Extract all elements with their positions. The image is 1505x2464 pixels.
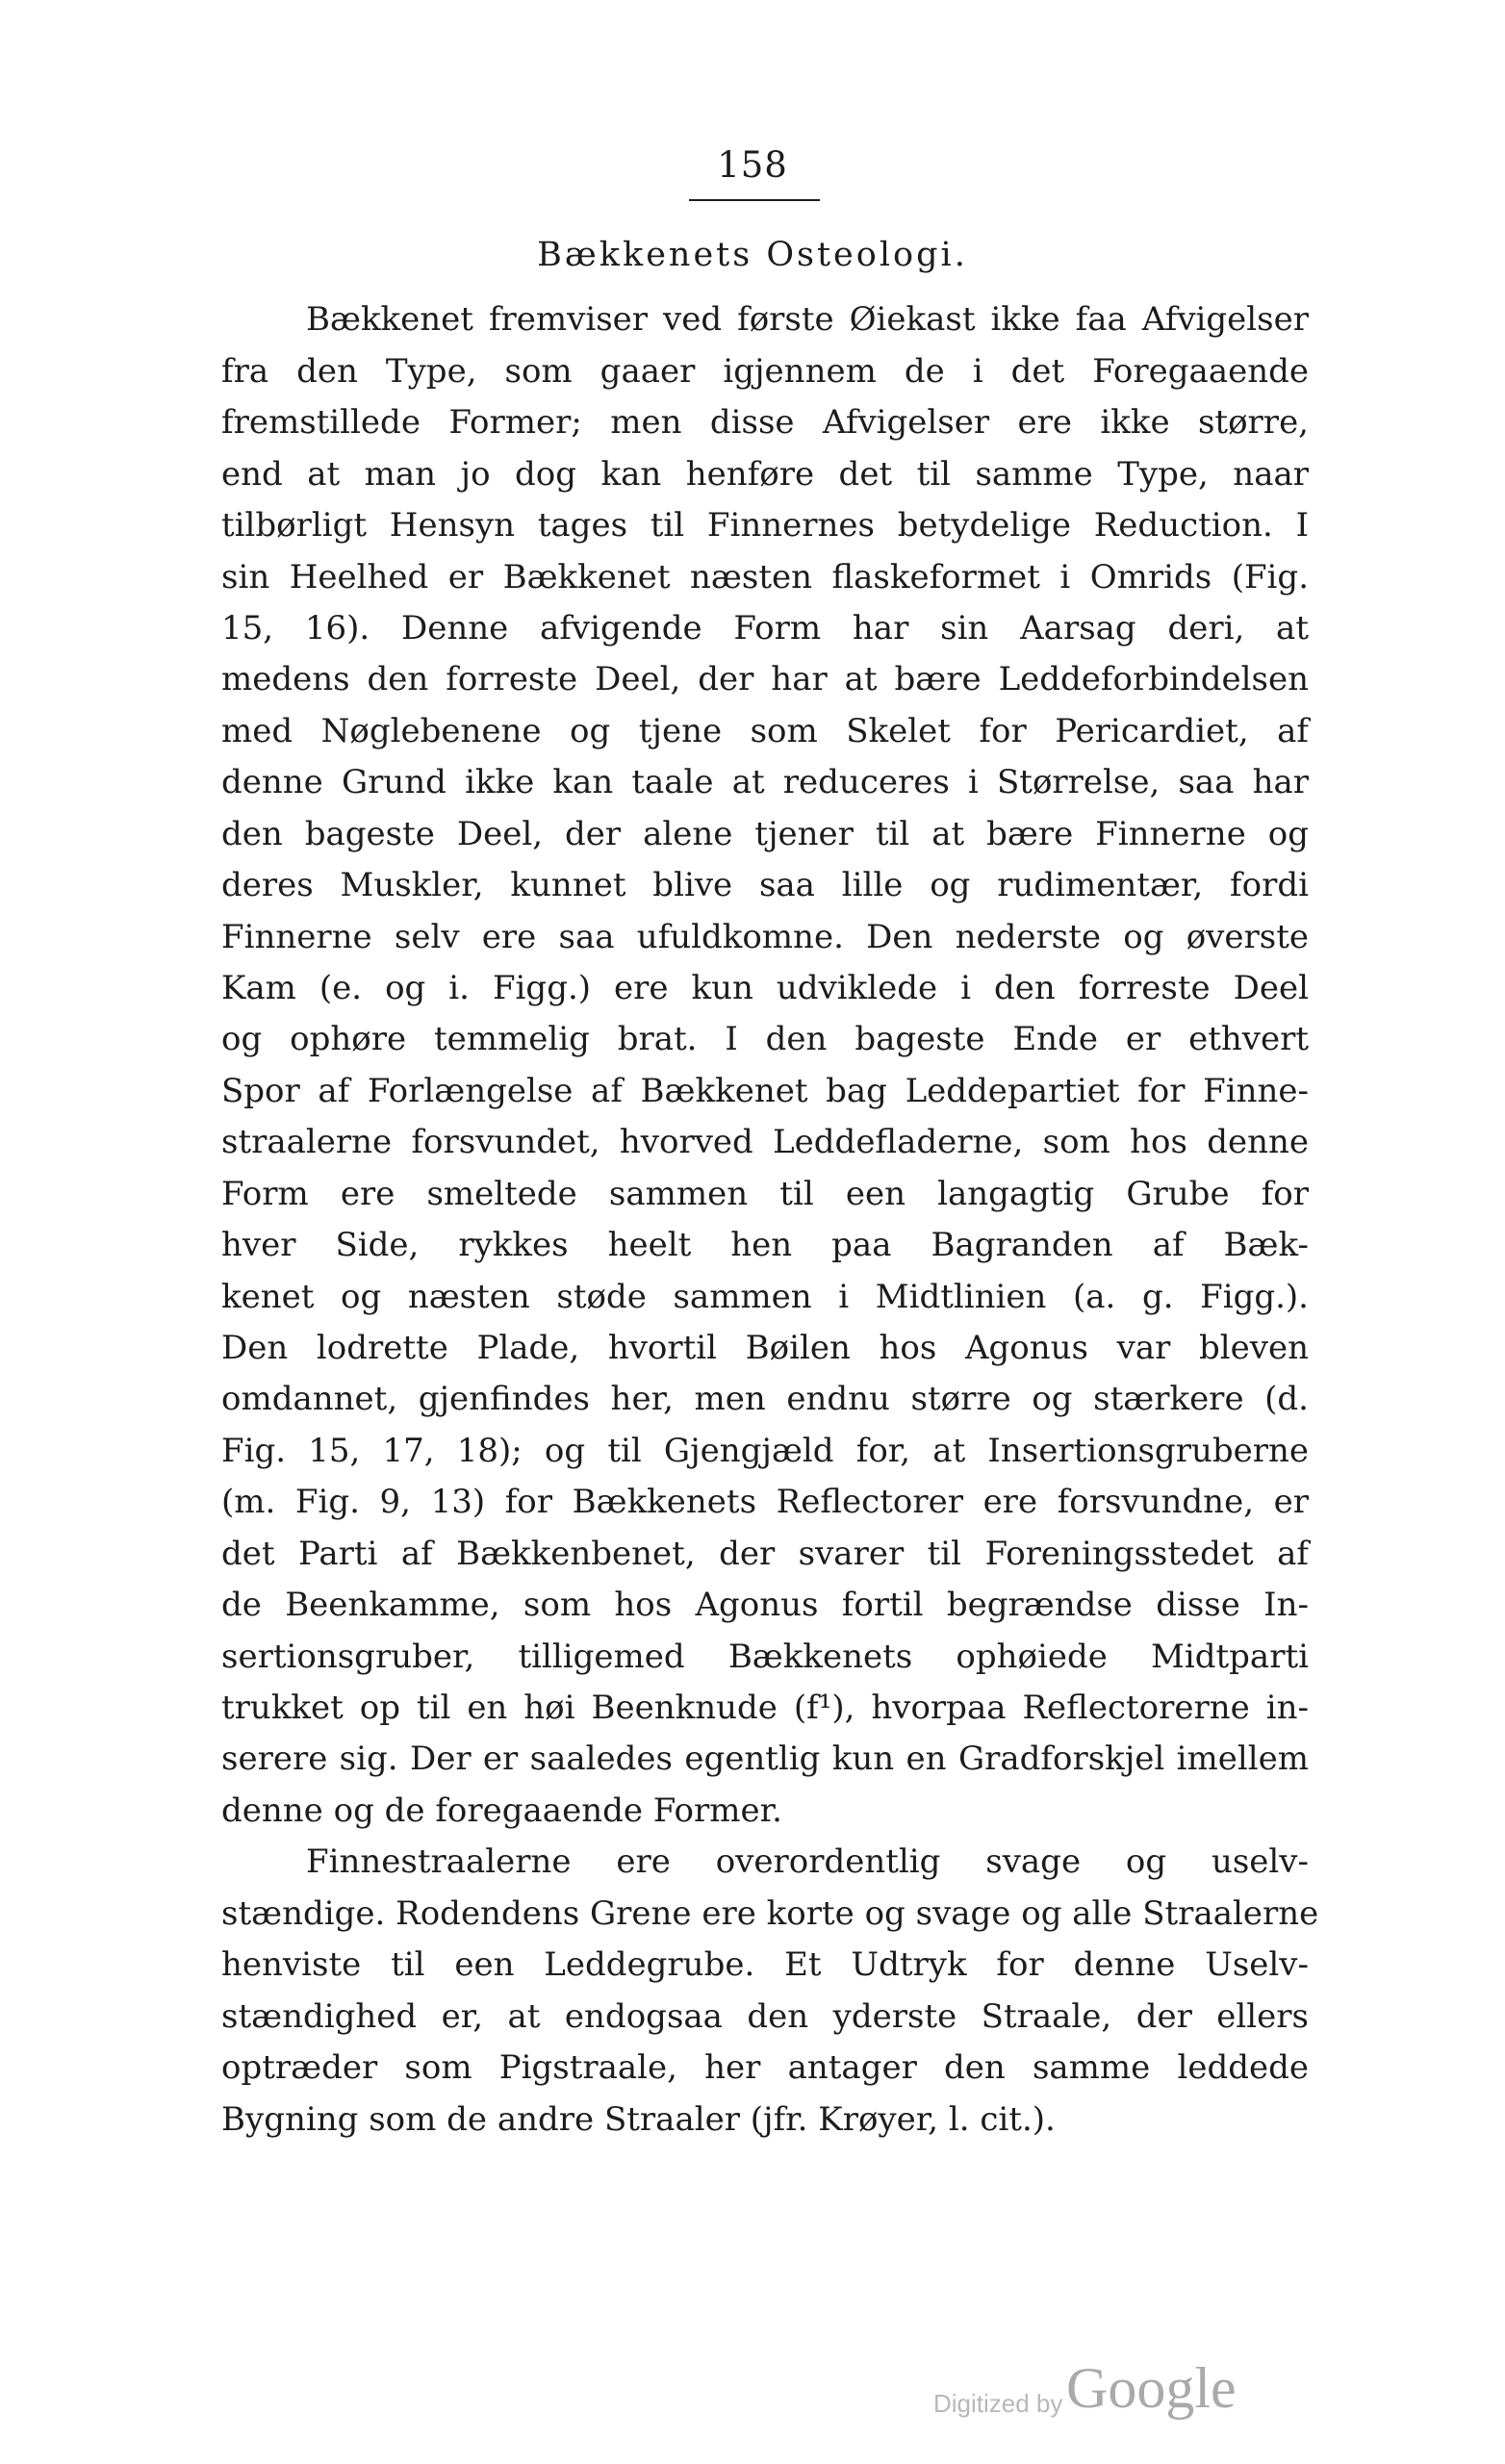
text-line: optræder som Pigstraale, her antager den samme leddede xyxy=(221,2048,1309,2087)
text-line: Finnerne selv ere saa ufuldkomne. Den nederste og øverste xyxy=(221,918,1309,956)
text-line: det Parti af Bækkenbenet, der svarer til Foreningsstedet af xyxy=(221,1535,1309,1573)
text-line: de Beenkamme, som hos Agonus fortil begrændse disse In- xyxy=(221,1586,1309,1624)
text-line: og ophøre temmelig brat. I den bageste Ende er ethvert xyxy=(221,1020,1309,1058)
text-line: denne Grund ikke kan taale at reduceres i Størrelse, saa har xyxy=(221,763,1309,801)
text-line: Kam (e. og i. Figg.) ere kun udviklede i den forreste Deel xyxy=(221,969,1309,1007)
section-heading: Bækkenets Osteologi. xyxy=(537,236,968,274)
text-line: Fig. 15, 17, 18); og til Gjengjæld for, at Insertionsgruberne xyxy=(221,1432,1309,1470)
text-line: sertionsgruber, tilligemed Bækkenets ophøiede Midtparti xyxy=(221,1638,1309,1676)
text-line: Spor af Forlængelse af Bækkenet bag Leddepartiet for Finne- xyxy=(221,1072,1309,1110)
text-line: straalerne forsvundet, hvorved Leddefladerne, som hos denne xyxy=(221,1123,1309,1161)
text-line: trukket op til en høi Beenknude (f¹), hvorpaa Reflectorerne in- xyxy=(221,1689,1309,1727)
text-line: hver Side, rykkes heelt hen paa Bagranden af Bæk- xyxy=(221,1226,1309,1264)
page-number-rule xyxy=(689,199,820,201)
text-line: end at man jo dog kan henføre det til samme Type, naar xyxy=(221,455,1309,494)
google-logo: Google xyxy=(1066,2356,1237,2420)
text-line: fra den Type, som gaaer igjennem de i det Foregaaende xyxy=(221,352,1309,391)
text-line: stændighed er, at endogsaa den yderste Straale, der ellers xyxy=(221,1997,1309,2036)
text-line: omdannet, gjenfindes her, men endnu større og stærkere (d. xyxy=(221,1380,1309,1418)
text-line: tilbørligt Hensyn tages til Finnernes betydelige Reduction. I xyxy=(221,506,1309,545)
watermark-prefix: Digitized by xyxy=(933,2389,1063,2418)
text-line: medens den forreste Deel, der har at bære Leddeforbindelsen xyxy=(221,660,1309,699)
page-number: 158 xyxy=(717,144,788,186)
text-line: Bygning som de andre Straaler (jfr. Krøyer, l. cit.). xyxy=(221,2100,1056,2139)
text-line: henviste til een Leddegrube. Et Udtryk for denne Uselv- xyxy=(221,1945,1309,1984)
text-line: deres Muskler, kunnet blive saa lille og rudimentær, fordi xyxy=(221,866,1309,904)
text-line: Bækkenet fremviser ved første Øiekast ikke faa Afvigelser xyxy=(306,300,1309,339)
text-line: serere sig. Der er saaledes egentlig kun en Gradforskjel imellem xyxy=(221,1740,1309,1778)
text-line: med Nøglebenene og tjene som Skelet for Pericardiet, af xyxy=(221,712,1309,750)
text-line: sin Heelhed er Bækkenet næsten flaskeformet i Omrids (Fig. xyxy=(221,558,1309,597)
text-line: fremstillede Former; men disse Afvigelser ere ikke større, xyxy=(221,403,1309,442)
text-line: Finnestraalerne ere overordentlig svage og uselv- xyxy=(306,1842,1309,1881)
text-line: denne og de foregaaende Former. xyxy=(221,1791,782,1830)
text-line: Den lodrette Plade, hvortil Bøilen hos Agonus var bleven xyxy=(221,1329,1309,1367)
text-line: 15, 16). Denne afvigende Form har sin Aarsag deri, at xyxy=(221,609,1309,648)
text-line: stændige. Rodendens Grene ere korte og svage og alle Straalerne xyxy=(221,1894,1319,1933)
text-line: den bageste Deel, der alene tjener til at bære Finnerne og xyxy=(221,815,1309,853)
text-line: Form ere smeltede sammen til een langagtig Grube for xyxy=(221,1175,1309,1213)
text-line: (m. Fig. 9, 13) for Bækkenets Reflectorer ere forsvundne, er xyxy=(221,1483,1309,1521)
text-line: kenet og næsten støde sammen i Midtlinien (a. g. Figg.). xyxy=(221,1278,1309,1316)
